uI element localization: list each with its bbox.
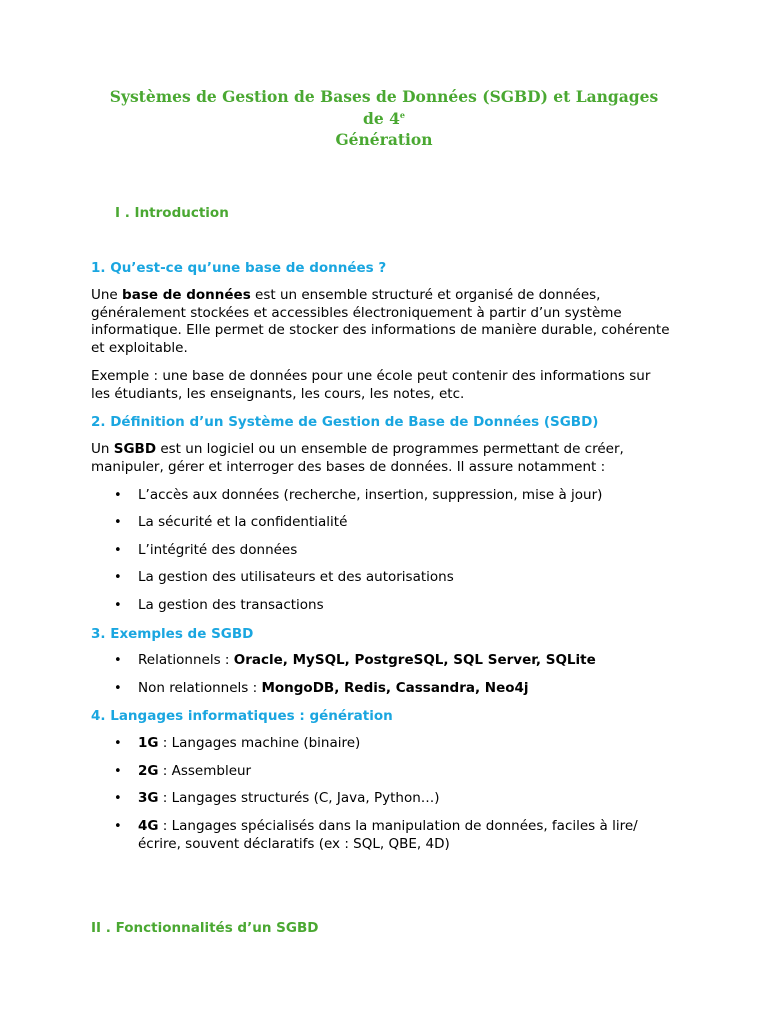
- title-main: Systèmes de Gestion de Bases de Données (SGBD) et Langages de 4: [109, 87, 659, 128]
- document-title: [100, 86, 668, 151]
- text: Une: [91, 287, 123, 303]
- bullet-icon: •: [114, 764, 122, 779]
- paragraph-sgbd-definition: [91, 441, 671, 476]
- list-item-text: [138, 680, 658, 698]
- bold-term: MongoDB, Redis, Cassandra, Neo4j: [261, 680, 529, 696]
- text: : Langages structurés (C, Java, Python…): [158, 790, 440, 806]
- bold-term: 3G: [138, 790, 159, 806]
- list-item-text: La gestion des utilisateurs et des autorisations: [138, 569, 454, 585]
- bold-term: SGBD: [113, 441, 157, 457]
- list-item-text: [138, 790, 658, 808]
- bullet-icon: •: [114, 736, 122, 751]
- subheading-sgbd-definition: 2. Définition d’un Système de Gestion de Base de Données (SGBD): [91, 414, 599, 430]
- bullet-icon: •: [114, 681, 122, 696]
- list-item-text: L’accès aux données (recherche, insertion, suppression, mise à jour): [138, 487, 603, 503]
- text: Un: [91, 441, 114, 457]
- text: est un logiciel ou un ensemble de programmes permettant de créer, manipuler, gérer et interroger des bases de données. Il assure notamment :: [91, 441, 624, 475]
- text: : Langages machine (binaire): [158, 735, 361, 751]
- text: : Langages spécialisés dans la manipulation de données, faciles à lire/écrire, souvent déclaratifs (ex : SQL, QBE, 4D): [138, 818, 638, 852]
- paragraph-database-definition: [91, 287, 671, 357]
- bold-term: 4G: [138, 818, 159, 834]
- text: Relationnels :: [138, 652, 234, 668]
- bullet-icon: •: [114, 791, 122, 806]
- section-heading-introduction: I . Introduction: [115, 205, 229, 221]
- subheading-language-generations: 4. Langages informatiques : génération: [91, 708, 393, 724]
- subheading-sgbd-examples: 3. Exemples de SGBD: [91, 626, 254, 642]
- title-superscript: e: [399, 109, 405, 120]
- list-item-text: [138, 818, 658, 853]
- text: Non relationnels :: [138, 680, 262, 696]
- title-line2: Génération: [335, 130, 433, 149]
- section-heading-sgbd-features: II . Fonctionnalités d’un SGBD: [91, 920, 319, 936]
- bullet-icon: •: [114, 653, 122, 668]
- bullet-icon: •: [114, 598, 122, 613]
- list-item-text: La gestion des transactions: [138, 597, 324, 613]
- bold-term: 2G: [138, 763, 159, 779]
- bullet-icon: •: [114, 515, 122, 530]
- bullet-icon: •: [114, 543, 122, 558]
- bold-term: base de données: [122, 287, 251, 303]
- bullet-icon: •: [114, 488, 122, 503]
- text: est un ensemble structuré et organisé de données, généralement stockées et accessibles électroniquement à partir d’un système informatique. Elle permet de stocker des informations de manière durable, cohérente et exploitable.: [91, 287, 670, 356]
- text: : Assembleur: [158, 763, 252, 779]
- paragraph-example: Exemple : une base de données pour une école peut contenir des informations sur les étudiants, les enseignants, les cours, les notes, etc.: [91, 368, 651, 402]
- bold-term: Oracle, MySQL, PostgreSQL, SQL Server, SQLite: [233, 652, 596, 668]
- list-item-text: La sécurité et la confidentialité: [138, 514, 348, 530]
- bullet-icon: •: [114, 570, 122, 585]
- subheading-what-is-database: 1. Qu’est-ce qu’une base de données ?: [91, 260, 387, 276]
- bold-term: 1G: [138, 735, 159, 751]
- list-item-text: [138, 652, 658, 670]
- list-item-text: L’intégrité des données: [138, 542, 298, 558]
- bullet-icon: •: [114, 819, 122, 834]
- list-item-text: [138, 735, 658, 753]
- list-item-text: [138, 763, 658, 781]
